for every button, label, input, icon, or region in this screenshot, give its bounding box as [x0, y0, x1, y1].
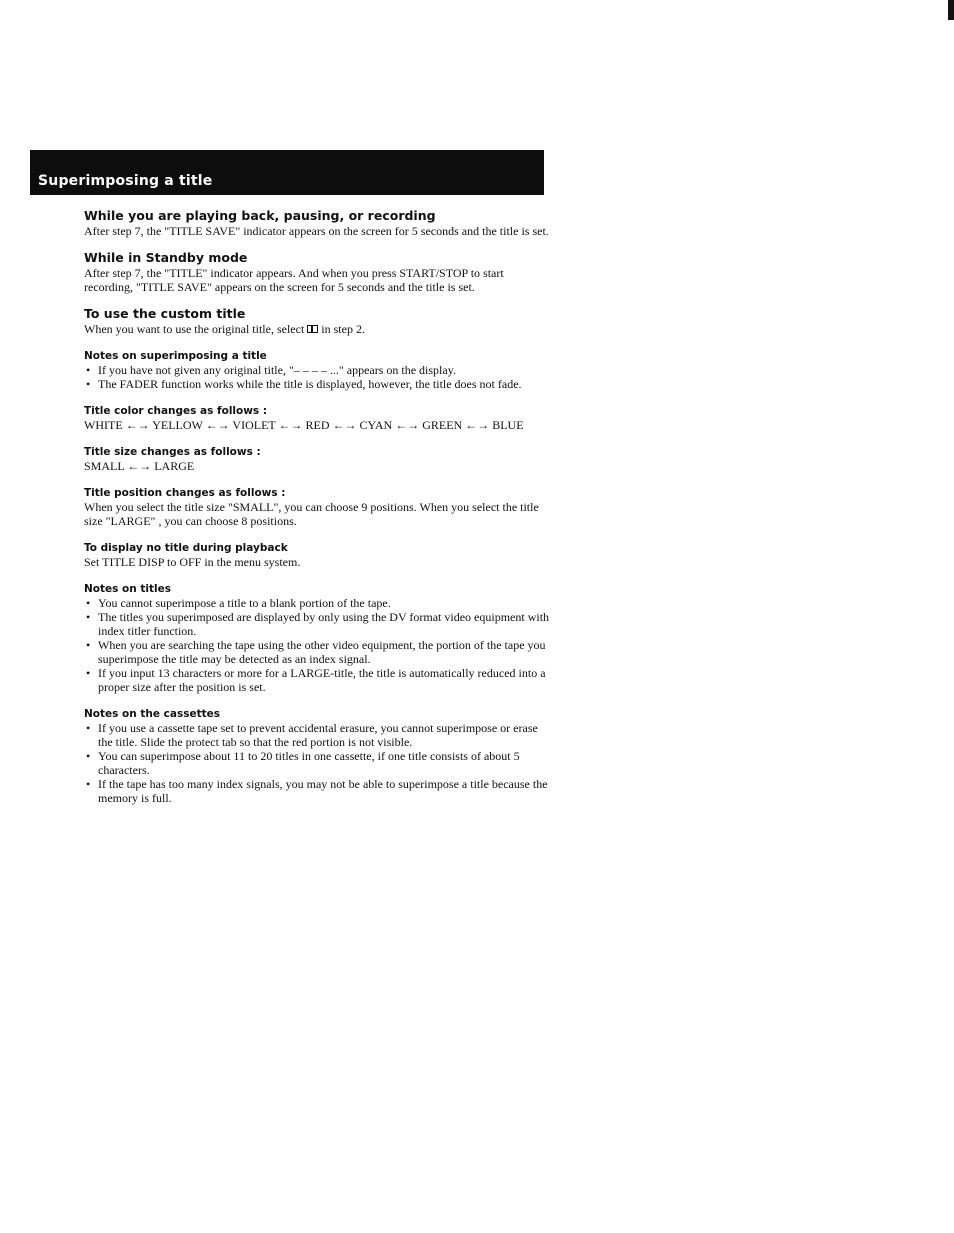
text-title-size: SMALL ←→ LARGE — [84, 459, 195, 473]
heading-title-position: Title position changes as follows : — [84, 487, 286, 499]
section-title: Superimposing a title — [38, 173, 213, 189]
list-item: • If you input 13 characters or more for a LARGE-title, the title is automatically reduced into a proper size after the position is set. — [84, 666, 550, 694]
list-item: • If the tape has too many index signals, you may not be able to superimpose a title because the memory is full. — [84, 777, 550, 805]
heading-custom-title: To use the custom title — [84, 306, 246, 321]
list-item: • If you use a cassette tape set to prevent accidental erasure, you cannot superimpose or erase the title. Slide the protect tab so that the red portion is not visible. — [84, 721, 550, 749]
section-header-bar — [30, 150, 544, 195]
list-notes-cassettes — [84, 721, 550, 805]
text-custom-before: When you want to use the original title, select — [84, 322, 305, 336]
custom-title-icon — [307, 325, 318, 333]
text-standby: After step 7, the "TITLE" indicator appears. And when you press START/STOP to start recording, "TITLE SAVE" appears on the screen for 5 seconds and the title is set. — [84, 266, 504, 294]
text-playing: After step 7, the "TITLE SAVE" indicator appears on the screen for 5 seconds and the title is set. — [84, 224, 549, 238]
list-notes-titles — [84, 596, 550, 694]
heading-title-color: Title color changes as follows : — [84, 405, 268, 417]
heading-playing: While you are playing back, pausing, or recording — [84, 208, 436, 223]
list-item: • The titles you superimposed are displayed by only using the DV format video equipment with index titler function. — [84, 610, 550, 638]
text-no-title: Set TITLE DISP to OFF in the menu system. — [84, 555, 301, 569]
heading-notes-superimposing: Notes on superimposing a title — [84, 350, 267, 362]
list-item: • The FADER function works while the title is displayed, however, the title does not fade. — [84, 377, 550, 391]
list-item: • You cannot superimpose a title to a blank portion of the tape. — [84, 596, 550, 610]
heading-no-title: To display no title during playback — [84, 542, 288, 554]
heading-notes-cassettes: Notes on the cassettes — [84, 708, 221, 720]
text-title-color: WHITE ←→ YELLOW ←→ VIOLET ←→ RED ←→ CYAN ←→ GREEN ←→ BLUE — [84, 418, 524, 432]
list-notes-superimposing — [84, 363, 550, 391]
page-edge-mark — [948, 0, 954, 20]
heading-standby: While in Standby mode — [84, 250, 248, 265]
heading-notes-titles: Notes on titles — [84, 583, 171, 595]
text-title-position: When you select the title size "SMALL", you can choose 9 positions. When you select the title size "LARGE" , you can choose 8 positions. — [84, 500, 539, 528]
heading-title-size: Title size changes as follows : — [84, 446, 261, 458]
main-content — [84, 208, 550, 805]
text-custom-after: in step 2. — [321, 322, 365, 336]
text-custom-title — [84, 322, 550, 336]
list-item: • You can superimpose about 11 to 20 titles in one cassette, if one title consists of about 5 characters. — [84, 749, 550, 777]
list-item: • When you are searching the tape using the other video equipment, the portion of the tape you superimpose the title may be detected as an index signal. — [84, 638, 550, 666]
list-item: • If you have not given any original title, "– – – – ..." appears on the display. — [84, 363, 550, 377]
